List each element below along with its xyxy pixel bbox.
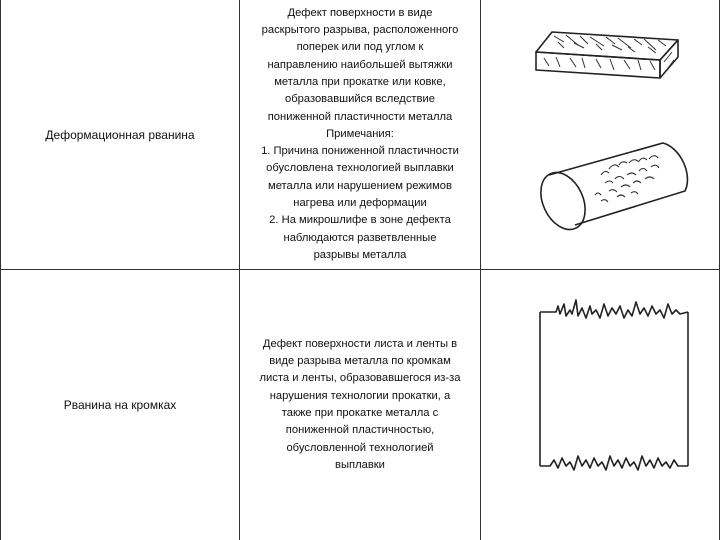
defect-name: Рванина на кромках <box>63 398 177 412</box>
plank-with-tears-drawing <box>530 20 690 90</box>
defect-description: Дефект поверхности в виде раскрытого разрыва, расположенного поперек или под углом к направлению наибольшей вытяжки металла при прокатке или ковке, образовавшийся вследствие пониженной пластичности металла Примечания: 1. Причина пониженной пластичности обусловлена технологией выплавки металла или нарушением режимов нагрева или деформации 2. На микрошлифе в зоне дефекта наблюдаются разветвленные разрывы металла <box>261 6 459 261</box>
table-row-1-name-cell <box>1 0 239 269</box>
column-divider-2 <box>480 0 481 540</box>
table-row-2-description-cell <box>240 270 480 540</box>
defect-name: Деформационная рванина <box>45 127 195 142</box>
table-row-1-description-cell <box>240 0 480 269</box>
table-row-2-name-cell <box>1 270 239 540</box>
defect-description: Дефект поверхности листа и ленты в виде разрыва металла по кромкам листа и ленты, образовавшегося из-за нарушения технологии прокатки, а также при прокатке металла с пониженной пластичностью, обусловленной технологией выплавки <box>259 337 461 471</box>
rod-with-tears-drawing <box>535 135 695 245</box>
sheet-torn-edges-drawing <box>530 290 695 480</box>
